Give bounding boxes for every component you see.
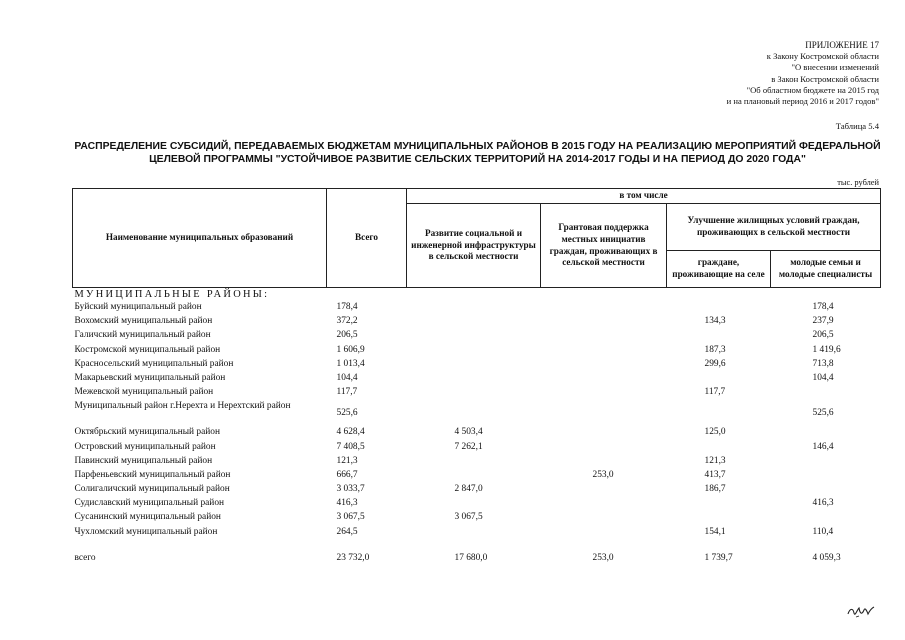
header-rural-citizens: граждане, проживающие на селе (667, 251, 771, 288)
header-grant-support: Грантовая поддержка местных инициатив граждан, проживающих в сельской местности (541, 204, 667, 288)
row-grant (541, 455, 667, 469)
row-name: Парфеньевский муниципальный район (74, 469, 231, 480)
row-young: 110,4 (812, 526, 834, 537)
table-header (73, 189, 881, 288)
row-citizens: 134,3 (704, 316, 726, 327)
table-row (73, 358, 881, 372)
row-young: 525,6 (812, 408, 834, 419)
row-name: Костромской муниципальный район (74, 344, 221, 355)
row-name: Буйский муниципальный район (74, 302, 202, 312)
row-citizens: 125,0 (704, 427, 726, 438)
row-citizens (667, 329, 771, 343)
row-social (407, 455, 541, 469)
row-young (771, 386, 881, 400)
row-name: Островский муниципальный район (74, 441, 216, 452)
row-grant (541, 441, 667, 455)
total-grant: 253,0 (592, 552, 614, 563)
header-young-families: молодые семьи и молодые специалисты (771, 251, 881, 288)
row-total: 3 033,7 (336, 484, 365, 495)
header-name: Наименование муниципальных образований (73, 189, 327, 288)
appendix-line: к Закону Костромской области (766, 51, 879, 62)
header-including: в том числе (407, 189, 881, 204)
row-grant (541, 344, 667, 358)
row-social (407, 315, 541, 329)
row-social (407, 301, 541, 315)
appendix-line: "Об областном бюджете на 2015 год (746, 84, 879, 95)
row-name: Октябрьский муниципальный район (74, 427, 220, 438)
row-social (407, 329, 541, 343)
row-total: 416,3 (336, 498, 358, 509)
row-citizens (667, 441, 771, 455)
table-row (73, 315, 881, 329)
row-name: Межевской муниципальный район (74, 387, 214, 398)
row-social (407, 344, 541, 358)
row-social: 7 262,1 (454, 441, 483, 452)
row-total: 1 606,9 (336, 344, 365, 355)
row-name: Солигаличский муниципальный район (74, 484, 230, 495)
appendix-line: "О внесении изменений (791, 62, 879, 73)
row-social (407, 469, 541, 483)
row-total: 666,7 (336, 469, 358, 480)
row-total: 206,5 (336, 330, 358, 341)
row-young (771, 455, 881, 469)
row-grant (541, 301, 667, 315)
total-row (73, 552, 881, 566)
table-row (73, 426, 881, 440)
row-young (771, 469, 881, 483)
row-social (407, 400, 541, 426)
appendix-reference (727, 40, 879, 107)
table-row (73, 400, 881, 426)
row-citizens (667, 301, 771, 315)
row-total: 104,4 (336, 372, 358, 383)
row-grant (541, 372, 667, 386)
row-name: Судиславский муниципальный район (74, 498, 225, 509)
row-citizens (667, 372, 771, 386)
signature-mark (846, 602, 876, 622)
table-row (73, 455, 881, 469)
row-young (771, 483, 881, 497)
row-name: Макарьевский муниципальный район (74, 372, 226, 383)
row-citizens: 187,3 (704, 344, 726, 355)
appendix-line: в Закон Костромской области (771, 73, 879, 84)
row-citizens (667, 511, 771, 525)
row-name: Вохомский муниципальный район (74, 316, 213, 327)
units-label: тыс. рублей (837, 178, 879, 187)
row-young: 237,9 (812, 316, 834, 327)
subsidy-table (72, 188, 881, 566)
row-total: 3 067,5 (336, 512, 365, 523)
row-citizens: 154,1 (704, 526, 726, 537)
row-social (407, 372, 541, 386)
appendix-line: и на плановый период 2016 и 2017 годов" (726, 96, 879, 107)
row-name: Красносельский муниципальный район (74, 358, 234, 369)
row-citizens (667, 400, 771, 426)
row-grant (541, 526, 667, 540)
row-total: 525,6 (336, 408, 358, 419)
table-row (73, 497, 881, 511)
row-total: 121,3 (336, 455, 358, 466)
row-name: Галичский муниципальный район (74, 330, 211, 341)
row-young: 206,5 (812, 330, 834, 341)
row-grant (541, 386, 667, 400)
row-social: 3 067,5 (454, 512, 483, 523)
row-citizens: 299,6 (704, 358, 726, 369)
table-row (73, 511, 881, 525)
table-row (73, 483, 881, 497)
table-row (73, 301, 881, 315)
table-row (73, 526, 881, 540)
header-social-infra: Развитие социальной и инженерной инфраструктуры в сельской местности (407, 204, 541, 288)
row-name: Муниципальный район г.Нерехта и Нерехтский район (74, 401, 291, 412)
table-body (73, 288, 881, 566)
row-citizens: 413,7 (704, 469, 726, 480)
row-citizens: 117,7 (704, 387, 726, 398)
row-social: 2 847,0 (454, 484, 483, 495)
row-social (407, 497, 541, 511)
row-young: 146,4 (812, 441, 834, 452)
row-total: 1 013,4 (336, 358, 365, 369)
row-social: 4 503,4 (454, 427, 483, 438)
row-young: 104,4 (812, 372, 834, 383)
title-line: ЦЕЛЕВОЙ ПРОГРАММЫ "УСТОЙЧИВОЕ РАЗВИТИЕ СЕЛЬСКИХ ТЕРРИТОРИЙ НА 2014-2017 ГОДЫ И НА ПЕРИОД ДО 2020 ГОДА" (149, 154, 806, 166)
row-young: 713,8 (812, 358, 834, 369)
table-row (73, 469, 881, 483)
table-row (73, 344, 881, 358)
row-total: 372,2 (336, 316, 358, 327)
row-young (771, 426, 881, 440)
row-name: Павинский муниципальный район (74, 455, 213, 466)
row-total: 264,5 (336, 526, 358, 537)
row-grant (541, 483, 667, 497)
row-grant (541, 329, 667, 343)
row-grant (541, 315, 667, 329)
row-citizens: 121,3 (704, 455, 726, 466)
section-label: МУНИЦИПАЛЬНЫЕ РАЙОНЫ: (74, 289, 270, 300)
table-row (73, 329, 881, 343)
table-number: Таблица 5.4 (835, 121, 879, 131)
total-label: всего (74, 552, 96, 563)
table-row (73, 372, 881, 386)
row-name: Чухломский муниципальный район (74, 526, 218, 537)
total-social: 17 680,0 (454, 552, 488, 563)
row-young: 1 419,6 (812, 344, 841, 355)
row-citizens: 186,7 (704, 484, 726, 495)
row-total: 7 408,5 (336, 441, 365, 452)
table-row (73, 441, 881, 455)
table-row (73, 386, 881, 400)
appendix-line: ПРИЛОЖЕНИЕ 17 (805, 40, 879, 50)
row-name: Сусанинский муниципальный район (74, 512, 221, 523)
document-title (70, 140, 885, 167)
row-young: 416,3 (812, 498, 834, 509)
total-young: 4 059,3 (812, 552, 841, 563)
row-grant (541, 497, 667, 511)
row-social (407, 358, 541, 372)
row-young (771, 511, 881, 525)
row-grant (541, 400, 667, 426)
row-social (407, 526, 541, 540)
total-sum: 23 732,0 (336, 552, 370, 563)
row-grant (541, 358, 667, 372)
row-total: 117,7 (336, 387, 358, 398)
header-total: Всего (327, 189, 407, 288)
row-citizens (667, 497, 771, 511)
row-social (407, 386, 541, 400)
row-grant (541, 511, 667, 525)
row-total: 178,4 (336, 302, 358, 312)
row-grant: 253,0 (592, 469, 614, 480)
spacer-row (73, 540, 881, 552)
row-young: 178,4 (812, 302, 834, 312)
row-total: 4 628,4 (336, 427, 365, 438)
total-citizens: 1 739,7 (704, 552, 733, 563)
row-grant (541, 426, 667, 440)
title-line: РАСПРЕДЕЛЕНИЕ СУБСИДИЙ, ПЕРЕДАВАЕМЫХ БЮДЖЕТАМ МУНИЦИПАЛЬНЫХ РАЙОНОВ В 2015 ГОДУ НА РЕАЛИЗАЦИЮ МЕРОПРИЯТИЙ ФЕДЕРАЛЬНОЙ (74, 141, 881, 152)
header-housing: Улучшение жилищных условий граждан, проживающих в сельской местности (667, 204, 881, 251)
